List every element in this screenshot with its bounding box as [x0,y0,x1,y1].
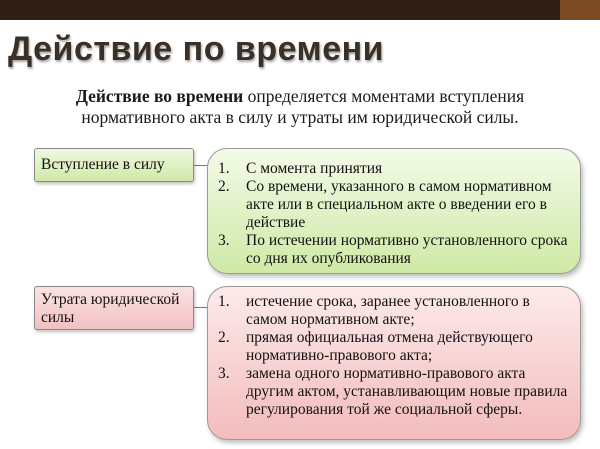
subtitle-rest: определяется моментами вступления нормативного акта в силу и утраты им юридической силы. [81,86,525,127]
loss-label-box: Утрата юридической силы [34,286,194,330]
loss-list [218,293,572,419]
subtitle-bold: Действие во времени [75,86,244,106]
entry-label-box: Вступление в силу [34,148,194,182]
loss-item-2-text: прямая официальная отмена действующего нормативно-правового акта; [246,329,533,364]
entry-item-2-text: Со времени, указанного в самом нормативном акте или в специальном акте о введении его в действие [246,178,552,231]
header-bar-accent [560,0,600,20]
entry-item-2 [218,178,572,232]
loss-item-3-text: замена одного нормативно-правового акта другим актом, устанавливающим новые правила регулирования той же социальной сферы. [246,365,568,418]
loss-list-box [207,286,581,440]
entry-item-1-num: 1. [218,160,230,177]
slide-title: Действие по времени [8,30,385,68]
header-bar [0,0,600,20]
entry-connector [194,165,208,166]
entry-list [218,160,572,268]
entry-list-box [207,148,581,274]
entry-item-1-text: С момента принятия [246,160,383,177]
loss-connector [194,307,208,308]
loss-item-3 [218,365,572,419]
loss-item-1-num: 1. [218,293,230,310]
loss-item-2-num: 2. [218,329,230,346]
loss-item-3-num: 3. [218,365,230,382]
loss-item-1-text: истечение срока, заранее установленного в самом нормативном акте; [246,293,530,328]
entry-item-3-num: 3. [218,232,230,249]
loss-item-2 [218,329,572,365]
entry-item-3-text: По истечении нормативно установленного срока со дня их опубликования [246,232,568,267]
loss-item-1 [218,293,572,329]
slide-subtitle [30,86,570,128]
entry-item-2-num: 2. [218,178,230,195]
entry-item-1 [218,160,572,178]
entry-item-3 [218,232,572,268]
